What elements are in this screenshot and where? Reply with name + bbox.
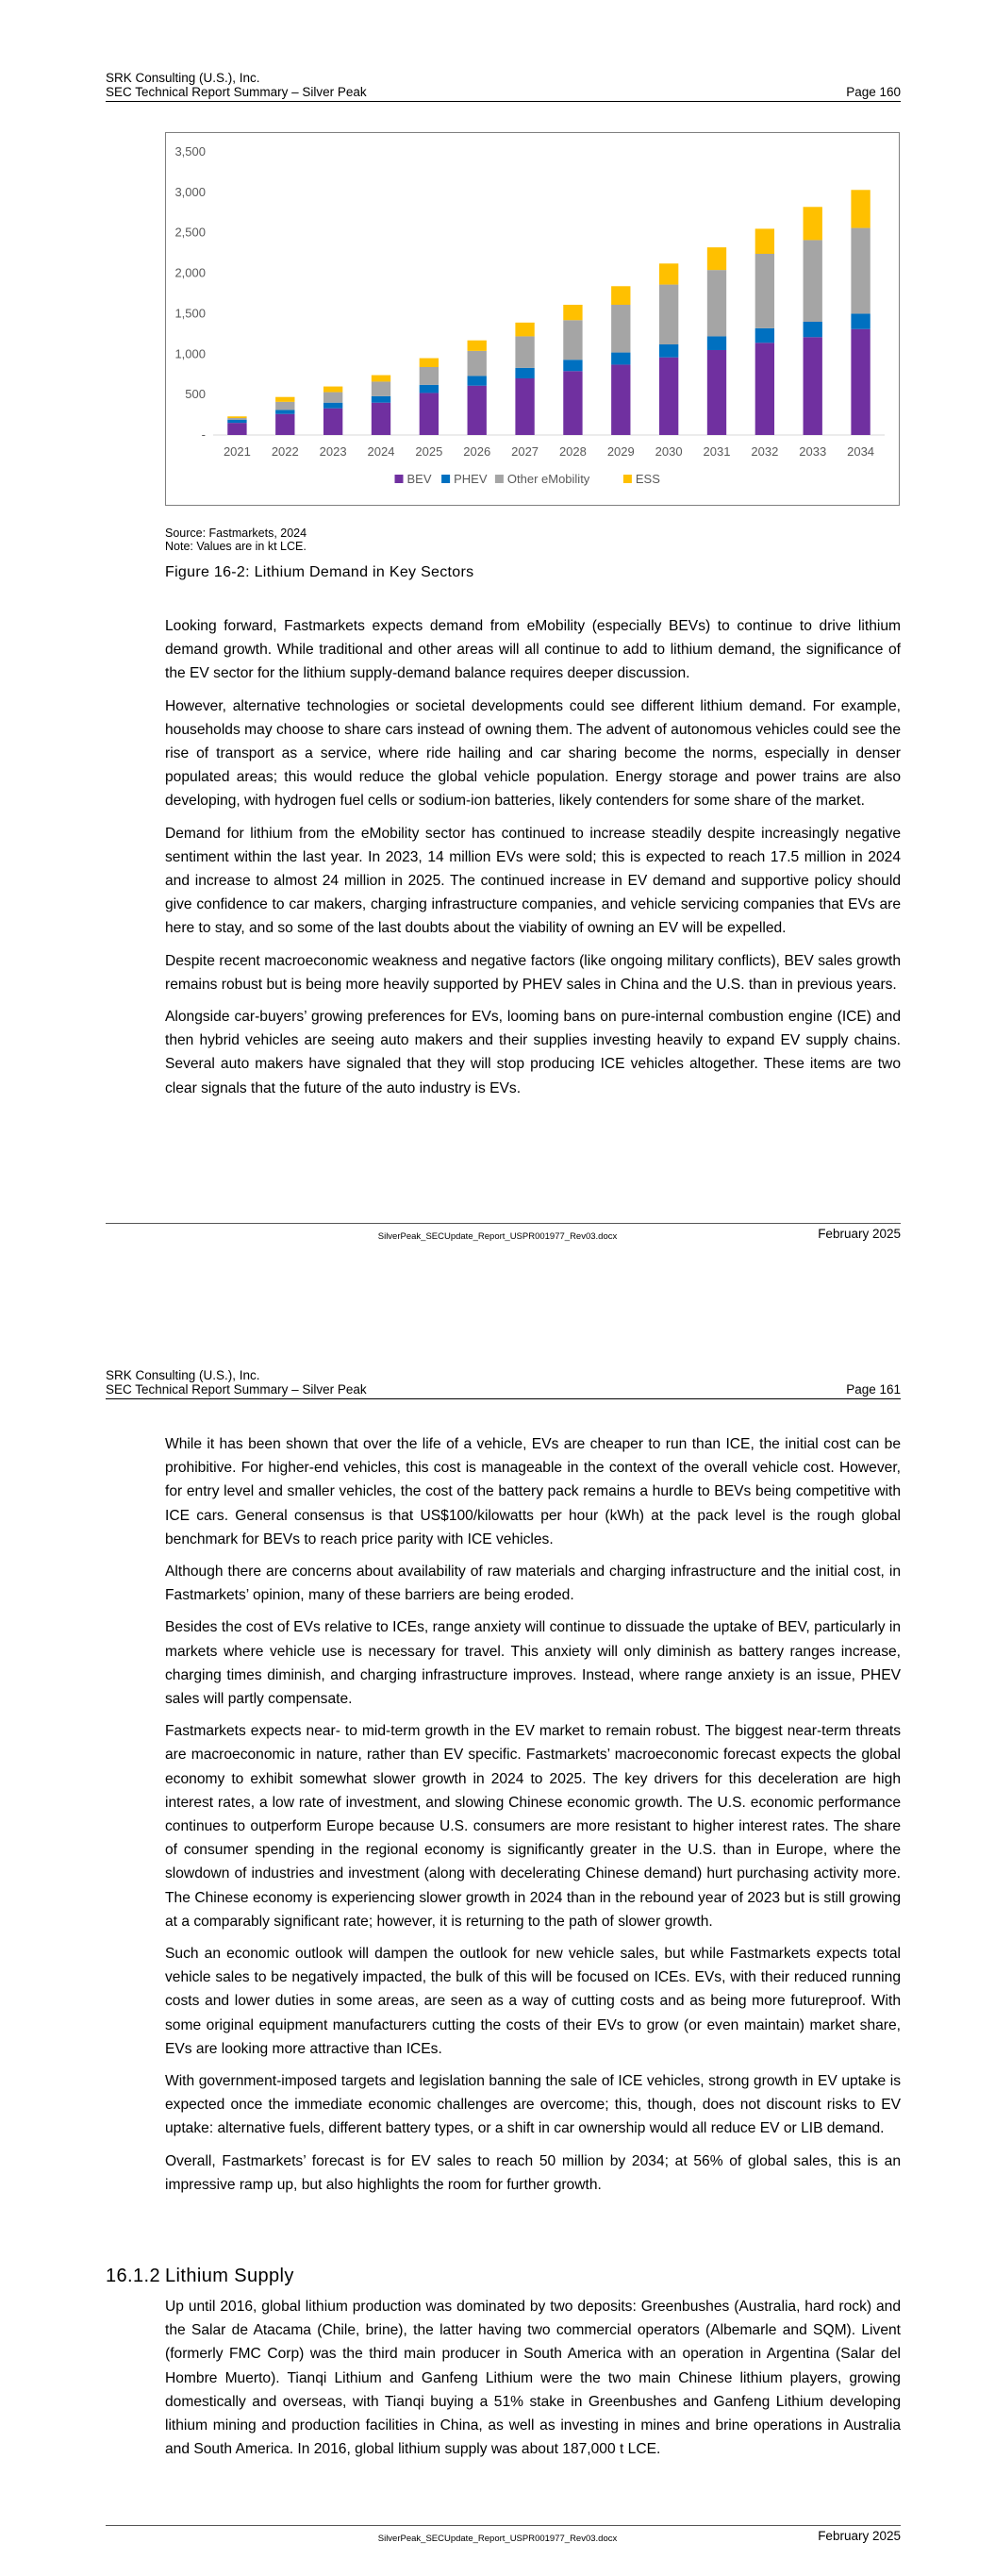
y-tick-label: - xyxy=(201,427,206,442)
bar-phev-2025 xyxy=(420,385,439,393)
bar-ess-2034 xyxy=(851,190,870,227)
section-title: Lithium Supply xyxy=(165,2266,294,2286)
paragraph: Looking forward, Fastmarkets expects demand from eMobility (especially BEVs) to continue to drive lithium demand growth. While traditional and other areas will all continue to add to lithium demand, the significance of the EV sector for the lithium supply-demand balance requires deeper discussion. xyxy=(165,618,901,682)
bar-other-emobility-2023 xyxy=(323,393,342,403)
header-company: SRK Consulting (U.S.), Inc. xyxy=(106,71,260,85)
footer-rule xyxy=(106,2525,901,2526)
body-text xyxy=(165,1432,901,2205)
x-tick-label: 2022 xyxy=(271,444,299,459)
footer-filename: SilverPeak_SECUpdate_Report_USPR001977_Rev03.docx xyxy=(377,2534,618,2544)
x-tick-label: 2028 xyxy=(558,444,587,459)
bar-phev-2028 xyxy=(563,360,582,371)
bar-ess-2030 xyxy=(659,263,678,284)
bar-ess-2025 xyxy=(420,359,439,367)
legend-swatch-ess xyxy=(623,475,632,483)
x-tick-label: 2021 xyxy=(223,444,251,459)
x-tick-label: 2030 xyxy=(655,444,683,459)
paragraph: With government-imposed targets and legislation banning the sale of ICE vehicles, strong growth in EV uptake is expected once the immediate economic challenges are overcome; this, though, does not discount risks to EV uptake: alternative fuels, different battery types, or a shift in car ownership would all reduce EV or LIB demand. xyxy=(165,2073,901,2137)
legend-label: ESS xyxy=(635,472,660,486)
bar-phev-2033 xyxy=(804,322,822,337)
bar-phev-2027 xyxy=(515,368,534,378)
page-header xyxy=(106,71,901,99)
bar-ess-2022 xyxy=(275,397,294,402)
bar-bev-2029 xyxy=(611,364,630,435)
bar-phev-2030 xyxy=(659,344,678,358)
legend-label: BEV xyxy=(406,472,432,486)
bar-other-emobility-2032 xyxy=(755,254,774,328)
section-number: 16.1.2 xyxy=(106,2266,161,2286)
paragraph: Such an economic outlook will dampen the outlook for new vehicle sales, but while Fastmarkets expects total vehicle sales to be negatively impacted, the bulk of this will be focused on ICEs. EVs, with their reduced running costs and lower duties in some areas, are seen as a way of cutting costs and as being more futureproof. With some original equipment manufacturers cutting the costs of their EVs to grow (or even maintain) market share, EVs are looking more attractive than ICEs. xyxy=(165,1946,901,2057)
paragraph: Alongside car-buyers’ growing preferences for EVs, looming bans on pure-internal combustion engine (ICE) and then hybrid vehicles are seeing auto makers and their supplies investing heavily to expand EV supply chains. Several auto makers have signaled that they will stop producing ICE vehicles altogether. These items are two clear signals that the future of the auto industry is EVs. xyxy=(165,1009,901,1096)
bar-bev-2021 xyxy=(227,423,246,435)
header-rule xyxy=(106,1398,901,1399)
bar-phev-2021 xyxy=(227,420,246,423)
legend-swatch-phev xyxy=(441,475,450,483)
footer-filename: SilverPeak_SECUpdate_Report_USPR001977_Rev03.docx xyxy=(377,1231,618,1242)
bar-other-emobility-2028 xyxy=(563,320,582,360)
y-tick-label: 1,500 xyxy=(174,306,206,321)
paragraph: Up until 2016, global lithium production was dominated by two deposits: Greenbushes (Australia, hard rock) and the Salar de Atacama (Chile, brine), the latter having two commercial operators (Albemarle and SQM). Livent (formerly FMC Corp) was the third main producer in South America with an operation in Argentina (Salar del Hombre Muerto). Tianqi Lithium and Ganfeng Lithium were the two main Chinese lithium players, growing domestically and overseas, with Tianqi buying a 51% stake in Greenbushes and Ganfeng Lithium developing lithium mining and production facilities in China, as well as investing in mines and brine operations in Australia and South America. In 2016, global lithium supply was about 187,000 t LCE. xyxy=(165,2299,901,2458)
y-tick-label: 2,500 xyxy=(174,225,206,240)
legend-swatch-other-emobility xyxy=(495,475,504,483)
bar-bev-2027 xyxy=(515,378,534,435)
bar-phev-2029 xyxy=(611,353,630,365)
figure-caption: Figure 16-2: Lithium Demand in Key Sectors xyxy=(165,564,474,580)
header-page-number: Page 160 xyxy=(846,85,901,99)
lithium-demand-chart xyxy=(165,132,900,506)
bar-bev-2028 xyxy=(563,371,582,435)
bar-bev-2026 xyxy=(468,386,487,435)
bar-phev-2023 xyxy=(323,403,342,409)
footer-date: February 2025 xyxy=(818,2529,901,2543)
bar-bev-2033 xyxy=(804,337,822,435)
x-tick-label: 2025 xyxy=(415,444,443,459)
x-tick-label: 2033 xyxy=(799,444,827,459)
bar-ess-2024 xyxy=(372,376,390,382)
bar-other-emobility-2024 xyxy=(372,381,390,395)
x-tick-label: 2031 xyxy=(703,444,731,459)
section-heading xyxy=(106,2266,294,2287)
body-text xyxy=(165,614,901,1109)
footer-date: February 2025 xyxy=(818,1227,901,1241)
bar-other-emobility-2034 xyxy=(851,228,870,314)
paragraph: Besides the cost of EVs relative to ICEs, range anxiety will continue to dissuade the uptake of BEV, particularly in markets where vehicle use is necessary for travel. This anxiety will only diminish as battery ranges increase, charging times diminish, and charging infrastructure improves. Instead, where range anxiety is an issue, PHEV sales will partly compensate. xyxy=(165,1619,901,1708)
bar-ess-2033 xyxy=(804,207,822,240)
bar-other-emobility-2033 xyxy=(804,240,822,322)
bar-bev-2025 xyxy=(420,393,439,435)
x-tick-label: 2024 xyxy=(367,444,395,459)
header-report-title: SEC Technical Report Summary – Silver Peak xyxy=(106,1382,367,1397)
bar-phev-2034 xyxy=(851,313,870,328)
bar-other-emobility-2030 xyxy=(659,285,678,344)
paragraph: Although there are concerns about availability of raw materials and charging infrastructure and the initial cost, in Fastmarkets’ opinion, many of these barriers are being eroded. xyxy=(165,1564,901,1604)
bar-other-emobility-2021 xyxy=(227,418,246,420)
values-note: Note: Values are in kt LCE. xyxy=(165,540,307,553)
bar-bev-2032 xyxy=(755,343,774,435)
legend-swatch-bev xyxy=(395,475,404,483)
bar-other-emobility-2027 xyxy=(515,336,534,367)
bar-ess-2021 xyxy=(227,416,246,418)
legend-label: PHEV xyxy=(454,472,488,486)
bar-bev-2031 xyxy=(707,350,726,435)
section-body-text xyxy=(165,2295,901,2469)
bar-phev-2022 xyxy=(275,410,294,413)
bar-phev-2032 xyxy=(755,328,774,343)
paragraph: While it has been shown that over the life of a vehicle, EVs are cheaper to run than ICE, the initial cost can be prohibitive. For higher-end vehicles, this cost is manageable in the context of the overall vehicle cost. However, for entry level and smaller vehicles, the cost of the battery pack remains a hurdle to BEVs being competitive with ICE cars. General consensus is that US$100/kilowatts per hour (kWh) at the pack level is the rough global benchmark for BEVs to reach price parity with ICE vehicles. xyxy=(165,1436,901,1547)
bar-phev-2031 xyxy=(707,336,726,350)
page-header xyxy=(106,1368,901,1397)
bar-bev-2023 xyxy=(323,409,342,435)
x-tick-label: 2034 xyxy=(847,444,875,459)
bar-bev-2024 xyxy=(372,403,390,435)
bar-bev-2022 xyxy=(275,414,294,435)
paragraph: Demand for lithium from the eMobility sector has continued to increase steadily despite increasingly negative sentiment within the last year. In 2023, 14 million EVs were sold; this is expected to reach 17.5 million in 2024 and increase to almost 24 million in 2025. The continued increase in EV demand and supportive policy should give confidence to car makers, charging infrastructure companies, and vehicle servicing companies that EVs are here to stay, and so some of the last doubts about the viability of owning an EV will be expelled. xyxy=(165,825,901,937)
y-tick-label: 500 xyxy=(185,387,206,402)
header-page-number: Page 161 xyxy=(846,1382,901,1397)
bar-ess-2026 xyxy=(468,341,487,351)
legend-label: Other eMobility xyxy=(506,472,590,486)
bar-bev-2034 xyxy=(851,329,870,435)
paragraph: Overall, Fastmarkets’ forecast is for EV sales to reach 50 million by 2034; at 56% of global sales, this is an impressive ramp up, but also highlights the room for further growth. xyxy=(165,2152,901,2193)
x-tick-label: 2027 xyxy=(511,444,539,459)
x-tick-label: 2029 xyxy=(606,444,635,459)
paragraph: Fastmarkets expects near- to mid-term growth in the EV market to remain robust. The biggest near-term threats are macroeconomic in nature, rather than EV specific. Fastmarkets’ macroeconomic forecast expects the global economy to exhibit somewhat slower growth in 2024 to 2025. The key drivers for this deceleration are high interest rates, a low rate of investment, and slowing Chinese economic growth. The U.S. economic performance continues to outperform Europe because U.S. consumers are more resistant to higher interest rates. The share of consumer spending in the regional economy is significantly greater in the U.S. than in Europe, where the slowdown of industries and investment (along with decelerating Chinese demand) hurt purchasing activity more. The Chinese economy is experiencing slower growth in 2024 than in the rebound year of 2023 but is still growing at a comparably significant rate; however, it is returning to the path of slower growth. xyxy=(165,1723,901,1930)
header-company: SRK Consulting (U.S.), Inc. xyxy=(106,1368,260,1382)
page-161 xyxy=(0,1302,995,2576)
bar-other-emobility-2025 xyxy=(420,367,439,385)
bar-other-emobility-2031 xyxy=(707,270,726,336)
bar-other-emobility-2026 xyxy=(468,351,487,376)
bar-ess-2032 xyxy=(755,228,774,254)
header-rule xyxy=(106,101,901,102)
footer-rule xyxy=(106,1223,901,1224)
bar-other-emobility-2022 xyxy=(275,402,294,410)
y-tick-label: 2,000 xyxy=(174,265,206,280)
paragraph: However, alternative technologies or societal developments could see different lithium demand. For example, households may choose to share cars instead of owning them. The advent of autonomous vehicles could see the rise of transport as a service, where ride hailing and car sharing become the norms, especially in denser populated areas; this would reduce the global vehicle population. Energy storage and power trains are also developing, with hydrogen fuel cells or sodium-ion batteries, likely contenders for some share of the market. xyxy=(165,697,901,810)
source-note: Source: Fastmarkets, 2024 xyxy=(165,527,307,540)
bar-phev-2026 xyxy=(468,376,487,385)
bar-ess-2029 xyxy=(611,286,630,305)
bar-ess-2023 xyxy=(323,387,342,393)
bar-ess-2031 xyxy=(707,247,726,270)
header-report-title: SEC Technical Report Summary – Silver Peak xyxy=(106,85,367,99)
chart-canvas xyxy=(166,133,899,505)
x-tick-label: 2026 xyxy=(463,444,491,459)
y-tick-label: 1,000 xyxy=(174,346,206,361)
bar-other-emobility-2029 xyxy=(611,305,630,353)
y-tick-label: 3,500 xyxy=(174,144,206,159)
bar-phev-2024 xyxy=(372,396,390,403)
bar-bev-2030 xyxy=(659,358,678,435)
x-tick-label: 2023 xyxy=(319,444,347,459)
bar-ess-2027 xyxy=(515,323,534,337)
y-tick-label: 3,000 xyxy=(174,184,206,199)
bar-ess-2028 xyxy=(563,305,582,320)
paragraph: Despite recent macroeconomic weakness and negative factors (like ongoing military conflicts), BEV sales growth remains robust but is being more heavily supported by PHEV sales in China and the U.S. than in previous years. xyxy=(165,952,901,993)
x-tick-label: 2032 xyxy=(751,444,779,459)
